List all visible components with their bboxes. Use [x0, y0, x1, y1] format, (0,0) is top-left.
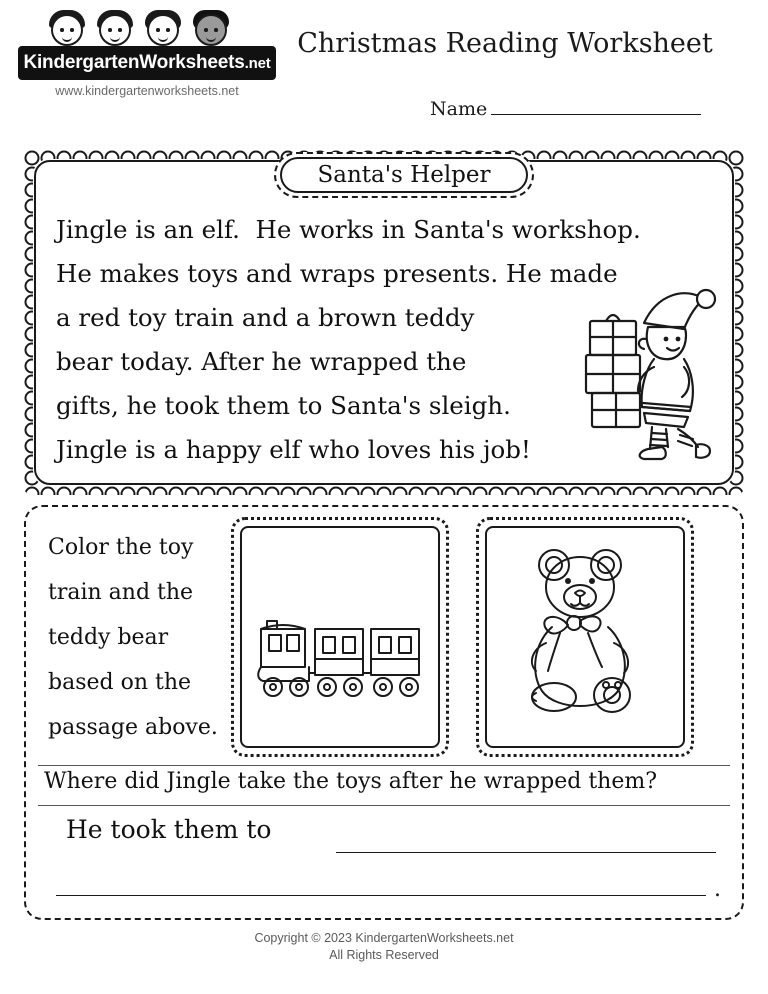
- passage-line-1: Jingle is an elf. He works in Santa's workshop.: [56, 215, 641, 244]
- answer-line-1[interactable]: [336, 852, 716, 853]
- activity-box: [24, 505, 744, 920]
- passage-title-badge: [274, 152, 534, 198]
- passage-title: Santa's Helper: [317, 162, 491, 188]
- copyright-text: Copyright © 2023 KindergartenWorksheets.net: [254, 931, 514, 945]
- elf-illustration-icon: [566, 285, 726, 465]
- passage-line-6: Jingle is a happy elf who loves his job!: [56, 435, 531, 464]
- train-picture-frame: [231, 517, 449, 757]
- passage-line-5: gifts, he took them to Santa's sleigh.: [56, 391, 511, 420]
- answer-period: .: [714, 877, 721, 902]
- passage-line-4: bear today. After he wrapped the: [56, 347, 467, 376]
- logo-text-kindergarten: Kindergarten: [23, 52, 140, 73]
- instruction-line-4: based on the: [48, 670, 192, 695]
- answer-prompt: He took them to: [66, 815, 272, 844]
- instruction-line-5: passage above.: [48, 715, 218, 740]
- name-input-line[interactable]: [491, 100, 701, 115]
- passage-line-3: a red toy train and a brown teddy: [56, 303, 475, 332]
- name-label: Name: [430, 98, 488, 120]
- site-logo[interactable]: [18, 10, 276, 98]
- divider-1: [38, 765, 730, 766]
- name-field-row: [430, 98, 730, 120]
- site-url: www.kindergartenworksheets.net: [55, 84, 239, 98]
- logo-banner: [18, 46, 276, 80]
- passage-box: [24, 150, 744, 495]
- toy-train-coloring-image: [231, 517, 449, 757]
- coloring-instruction: [48, 525, 228, 750]
- logo-text-worksheets: Worksheets: [139, 52, 245, 73]
- answer-line-2[interactable]: [56, 895, 706, 896]
- instruction-line-2: train and the: [48, 580, 194, 605]
- passage-line-2: He makes toys and wraps presents. He made: [56, 259, 618, 288]
- rights-text: All Rights Reserved: [329, 948, 439, 962]
- comprehension-question: Where did Jingle take the toys after he wrapped them?: [44, 769, 658, 794]
- bear-picture-frame: [476, 517, 694, 757]
- logo-text-tld: .net: [244, 55, 271, 72]
- worksheet-header: [0, 0, 768, 130]
- instruction-line-3: teddy bear: [48, 625, 169, 650]
- divider-2: [38, 805, 730, 806]
- teddy-bear-coloring-image: [476, 517, 694, 757]
- instruction-line-1: Color the toy: [48, 535, 194, 560]
- page-title: Christmas Reading Worksheet: [297, 28, 713, 59]
- footer: [0, 930, 768, 964]
